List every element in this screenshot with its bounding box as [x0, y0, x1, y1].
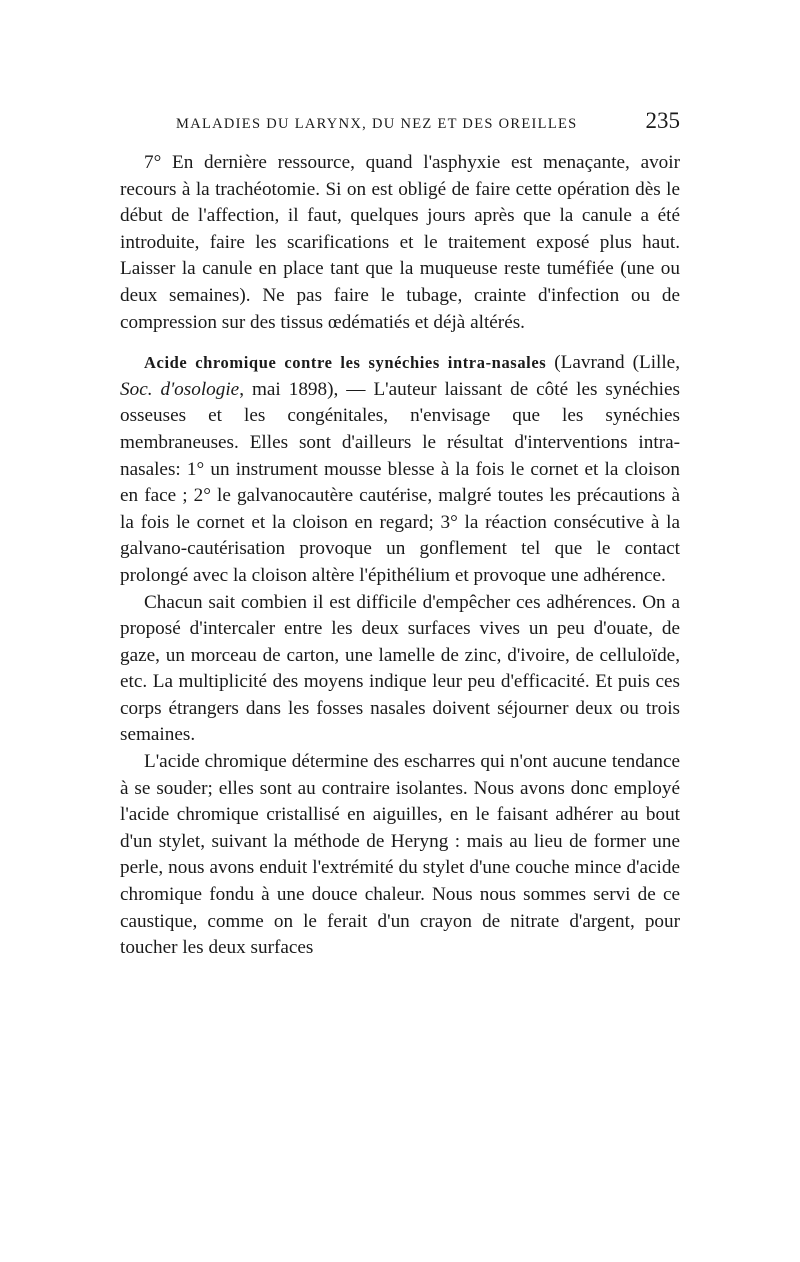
- page-header: [120, 108, 680, 144]
- body-text: [120, 150, 680, 962]
- section-title: Acide chromique contre les synéchies intra-nasales: [144, 353, 547, 373]
- paragraph-chromic-acid-body: , mai 1898), — L'auteur laissant de côté les synéchies osseuses et les congénitales, n'envisage que les synéchies membraneuses. Elles sont d'ailleurs le résultat d'interventions intra-nasales: 1° un instrument mousse blesse à la fois le cornet et la cloison en face ; 2° le galvanocautère cautérise, malgré toutes les précautions à la fois le cornet et la cloison en regard; 3° la réaction consécutive à la galvano-cautérisation provoque un gonflement tel que le contact prolongé avec la cloison altère l'épithélium et provoque une adhérence.: [120, 378, 681, 586]
- paragraph-method: L'acide chromique détermine des escharres qui n'ont aucune tendance à se souder; elles sont au contraire isolantes. Nous avons donc employé l'acide chromique cristallisé en aiguilles, en le faisant adhérer au bout d'un stylet, suivant la méthode de Heryng : mais au lieu de former une perle, nous avons enduit l'extrémité du stylet d'une couche mince d'acide chromique fondu à une douce chaleur. Nous nous sommes servi de ce caustique, comme on le ferait d'un crayon de nitrate d'argent, pour toucher les deux surfaces: [120, 751, 680, 959]
- paragraph-chromic-acid: [120, 350, 680, 589]
- book-page: [120, 108, 680, 962]
- running-head: MALADIES DU LARYNX, DU NEZ ET DES OREILLES: [176, 116, 578, 132]
- journal-name: Soc. d'osologie: [120, 378, 240, 400]
- page-number: 235: [645, 108, 680, 133]
- paragraph-adhesions: Chacun sait combien il est difficile d'empêcher ces adhérences. On a proposé d'intercaler entre les deux surfaces vives un peu d'ouate, de gaze, un morceau de carton, une lamelle de zinc, d'ivoire, de celluloïde, etc. La multiplicité des moyens indique leur peu d'efficacité. Et puis ces corps étrangers dans les fosses nasales doivent séjourner deux ou trois semaines.: [120, 591, 680, 746]
- paragraph-tracheotomy: 7° En dernière ressource, quand l'asphyxie est menaçante, avoir recours à la trachéotomie. Si on est obligé de faire cette opération dès le début de l'affection, il faut, quelques jours après que la canule a été introduite, faire les scarifications et le traitement exposé plus haut. Laisser la canule en place tant que la muqueuse reste tuméfiée (une ou deux semaines). Ne pas faire le tubage, crainte d'infection ou de compression sur des tissus œdématiés et déjà altérés.: [120, 152, 680, 333]
- citation-open: (Lavrand (Lille,: [546, 352, 680, 374]
